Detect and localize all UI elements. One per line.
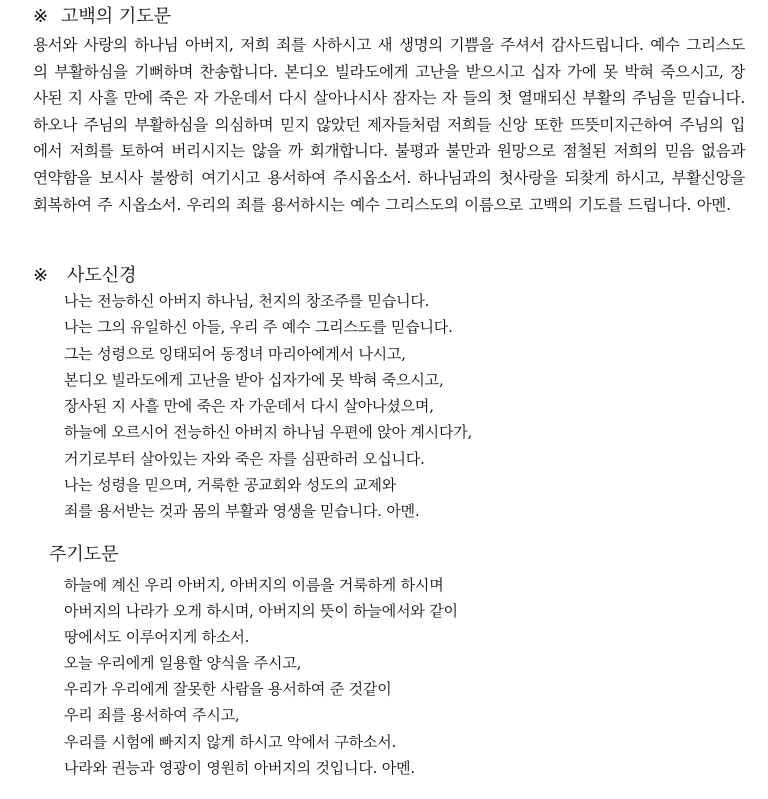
lords-prayer-line: 땅에서도 이루어지게 하소서. bbox=[64, 628, 250, 647]
confession-line: 시옵소서. 우리의 죄를 용서하시는 예수 그리스도의 이름으로 고백의 기도를 드립니다. 아멘. bbox=[117, 195, 731, 214]
creed-line: 거기로부터 살아있는 자와 죽은 자를 심판하러 오십니다. bbox=[64, 449, 425, 468]
creed-line: 나는 전능하신 아버지 하나님, 천지의 창조주를 믿습니다. bbox=[64, 292, 430, 310]
lords-prayer-lines bbox=[64, 572, 458, 781]
creed-line: 그는 성령으로 잉태되어 동정녀 마리아에게서 나시고, bbox=[64, 344, 406, 363]
confession-line: 가에 못 박혀 죽으시고, 장사된 지 사흘 만에 죽은 자 가운데서 다시 살아나시사 잠자는 자 bbox=[33, 62, 745, 108]
lords-prayer-line: 오늘 우리에게 일용할 양식을 주시고, bbox=[64, 654, 302, 673]
confession-paragraph bbox=[33, 32, 745, 218]
reference-mark: ※ bbox=[33, 265, 49, 286]
lords-prayer-heading bbox=[49, 544, 119, 566]
confession-line: 여기시고 용서하여 주시옵소서. 하나님과의 첫사랑을 되찾게 하시고, 부활신앙을 회복하여 주 bbox=[33, 168, 745, 214]
confession-heading bbox=[33, 6, 171, 28]
lords-prayer-title: 주기도문 bbox=[49, 544, 119, 565]
lords-prayer-line: 나라와 권능과 영광이 영원히 아버지의 것입니다. 아멘. bbox=[64, 758, 415, 777]
reference-mark: ※ bbox=[33, 6, 49, 27]
creed-line: 죄를 용서받는 것과 몸의 부활과 영생을 믿습니다. 아멘. bbox=[64, 502, 420, 521]
creed-title: 사도신경 bbox=[67, 265, 137, 286]
confession-line: 용서와 사랑의 하나님 아버지, 저희 죄를 사하시고 새 생명의 기쁨을 주셔서 감사드립니다. bbox=[33, 36, 644, 54]
confession-line: 까 회개합니다. 불평과 불만과 원망으로 점철된 저희의 믿음 없음과 연약함을 보시사 불쌍히 bbox=[33, 142, 745, 187]
creed-heading bbox=[33, 265, 137, 287]
confession-title: 고백의 기도문 bbox=[61, 6, 172, 27]
lords-prayer-line: 우리를 시험에 빠지지 않게 하시고 악에서 구하소서. bbox=[64, 732, 397, 751]
confession-line: 제자들처럼 저희들 신앙 또한 뜨뜻미지근하여 주님의 입에서 저희를 토하여 버리시지는 않을 bbox=[33, 115, 745, 161]
lords-prayer-line: 우리 죄를 용서하여 주시고, bbox=[64, 706, 240, 725]
confession-line: 들의 첫 열매되신 부활의 주님을 믿습니다. 하오나 주님의 부활하심을 의심하며 믿지 않았던 bbox=[33, 89, 745, 134]
creed-line: 본디오 빌라도에게 고난을 받아 십자가에 못 박혀 죽으시고, bbox=[64, 370, 444, 389]
lords-prayer-line: 아버지의 나라가 오게 하시며, 아버지의 뜻이 하늘에서와 같이 bbox=[64, 602, 458, 621]
confession-line: 예수 그리스도의 부활하심을 기뻐하며 찬송합니다. 본디오 빌라도에게 고난을 받으시고 십자 bbox=[33, 36, 745, 81]
creed-line: 장사된 지 사흘 만에 죽은 자 가운데서 다시 살아나셨으며, bbox=[64, 397, 434, 416]
creed-lines bbox=[64, 288, 472, 525]
lords-prayer-line: 하늘에 계신 우리 아버지, 아버지의 이름을 거룩하게 하시며 bbox=[64, 576, 444, 594]
creed-line: 나는 성령을 믿으며, 거룩한 공교회와 성도의 교제와 bbox=[64, 476, 397, 495]
creed-line: 나는 그의 유일하신 아들, 우리 주 예수 그리스도를 믿습니다. bbox=[64, 318, 453, 337]
creed-line: 하늘에 오르시어 전능하신 아버지 하나님 우편에 앉아 계시다가, bbox=[64, 423, 473, 442]
lords-prayer-line: 우리가 우리에게 잘못한 사람을 용서하여 준 것같이 bbox=[64, 680, 392, 699]
